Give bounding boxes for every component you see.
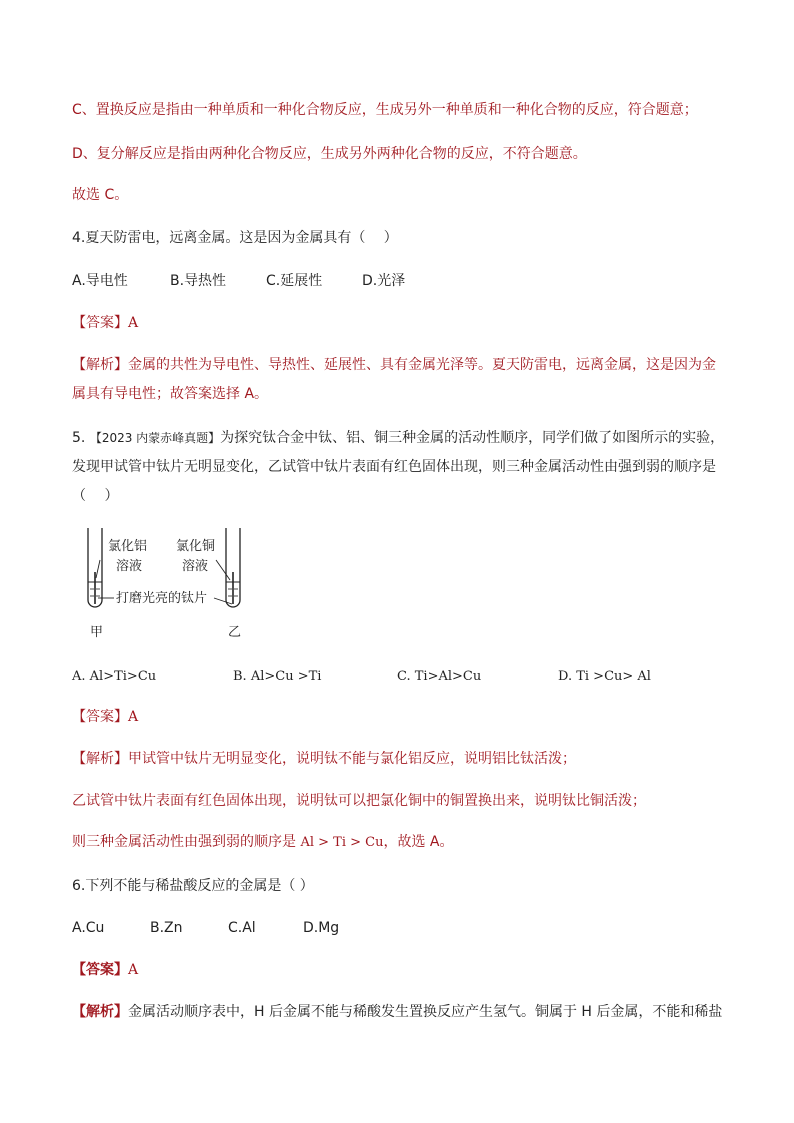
- q3-conclusion: 故选 C。: [72, 187, 129, 203]
- q4-answer-label: 【答案】: [72, 315, 128, 331]
- q4-option-d: D.光泽: [362, 273, 406, 289]
- q6-option-c: C.Al: [228, 920, 256, 936]
- left-solution-label-1: 氯化铝: [108, 539, 148, 554]
- q5-stem-line3: （ ）: [72, 488, 119, 504]
- q5-option-a: A. Al>Ti>Cu: [72, 669, 157, 684]
- q5-analysis-tail: ，故选 A。: [383, 834, 454, 850]
- tube-yi-label: 乙: [228, 625, 242, 640]
- q5-analysis-text3: 则三种金属活动性由强到弱的顺序是: [72, 834, 301, 850]
- q5-analysis-line3: [72, 832, 454, 853]
- q5-answer-label: 【答案】: [72, 709, 128, 725]
- q5-stem-line2: 发现甲试管中钛片无明显变化，乙试管中钛片表面有红色固体出现，则三种金属活动性由强到弱的顺序是: [72, 459, 716, 475]
- right-solution-label-1: 氯化铜: [176, 539, 216, 554]
- titanium-strip-label: 打磨光亮的钛片: [116, 591, 208, 606]
- right-test-tube: [216, 528, 240, 607]
- q5-option-d: D. Ti >Cu> Al: [558, 669, 651, 684]
- q5-analysis-line1: [72, 749, 576, 769]
- q4-analysis-line1: [72, 355, 716, 375]
- right-solution-label-2: 溶液: [182, 559, 209, 574]
- q4-answer-value: A: [128, 315, 139, 331]
- q4-option-a: A.导电性: [72, 273, 128, 289]
- q6-answer: [72, 960, 138, 980]
- q6-analysis-text1: 金属活动顺序表中，H 后金属不能与稀酸发生置换反应产生氢气。铜属于 H 后金属，不能和稀盐: [128, 1004, 723, 1020]
- q6-analysis-line1: [72, 1002, 722, 1022]
- left-solution-label-2: 溶液: [116, 559, 143, 574]
- q4-answer: [72, 313, 138, 333]
- q3-explanation-c: C、置换反应是指由一种单质和一种化合物反应，生成另外一种单质和一种化合物的反应，符合题意；: [72, 102, 698, 118]
- q6-option-d: D.Mg: [303, 920, 340, 936]
- q5-stem-text1: 为探究钛合金中钛、铝、铜三种金属的活动性顺序，同学们做了如图所示的实验，: [220, 430, 725, 446]
- q4-analysis-label: 【解析】: [72, 357, 128, 373]
- q5-stem-line1: [72, 428, 724, 448]
- q5-answer-value: A: [128, 709, 139, 725]
- q6-analysis-label: 【解析】: [72, 1004, 128, 1020]
- left-test-tube: [88, 528, 102, 607]
- q6-option-a: A.Cu: [72, 920, 105, 936]
- q6-option-b: B.Zn: [150, 920, 183, 936]
- q5-analysis-line2: 乙试管中钛片表面有红色固体出现，说明钛可以把氯化铜中的铜置换出来，说明钛比铜活泼；: [72, 793, 646, 809]
- q5-analysis-label: 【解析】: [72, 751, 128, 767]
- q5-option-b: B. Al>Cu >Ti: [233, 669, 322, 684]
- q6-stem: 6.下列不能与稀盐酸反应的金属是（ ）: [72, 878, 314, 894]
- q5-answer: [72, 707, 138, 727]
- q4-analysis-line2: 属具有导电性；故答案选择 A。: [72, 386, 269, 402]
- q5-number: 5.: [72, 430, 86, 446]
- q5-option-c: C. Ti>Al>Cu: [397, 669, 482, 684]
- tube-jia-label: 甲: [90, 625, 104, 640]
- q6-answer-label: 【答案】: [72, 962, 128, 978]
- q3-explanation-d: D、复分解反应是指由两种化合物反应，生成另外两种化合物的反应，不符合题意。: [72, 146, 587, 162]
- q5-analysis-text1: 甲试管中钛片无明显变化，说明钛不能与氯化铝反应，说明铝比钛活泼；: [128, 751, 576, 767]
- q5-test-tube-figure: [78, 522, 278, 646]
- q5-activity-order-formula: Al > Ti > Cu: [300, 835, 384, 850]
- q4-option-c: C.延展性: [266, 273, 323, 289]
- q5-source-tag: 【2023 内蒙赤峰真题】: [89, 431, 221, 445]
- q4-option-b: B.导热性: [170, 273, 227, 289]
- q4-analysis-text1: 金属的共性为导电性、导热性、延展性、具有金属光泽等。夏天防雷电，远离金属，这是因为金: [128, 357, 716, 373]
- q4-stem: 4.夏天防雷电，远离金属。这是因为金属具有（ ）: [72, 230, 398, 246]
- q6-answer-value: A: [128, 962, 139, 978]
